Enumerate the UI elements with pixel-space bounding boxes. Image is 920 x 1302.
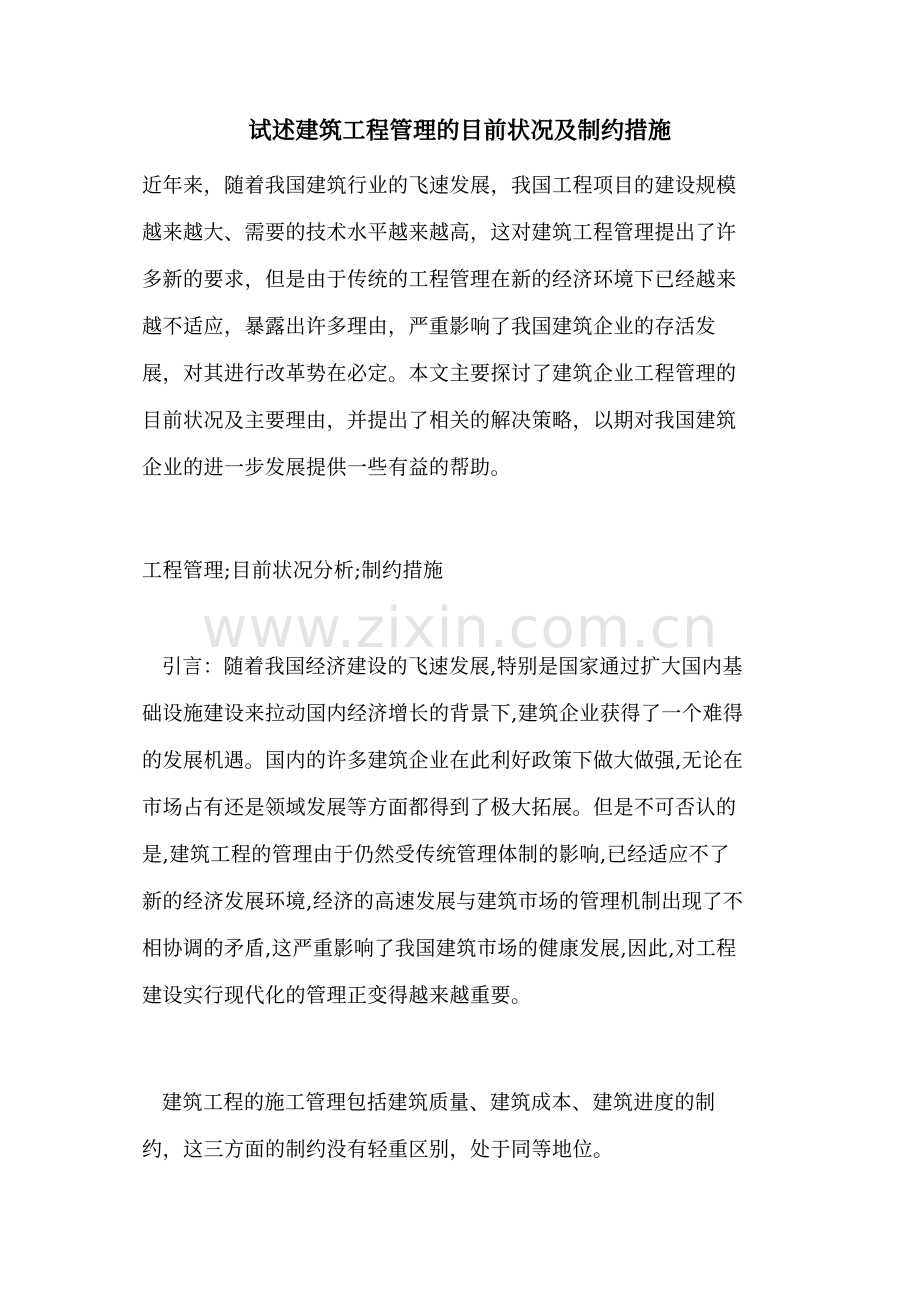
- intro-line: 础设施建设来拉动国内经济增长的背景下,建筑企业获得了一个难得: [142, 701, 744, 725]
- abstract-line: 企业的进一步发展提供一些有益的帮助。: [142, 455, 511, 479]
- intro-line: 引言：随着我国经济建设的飞速发展,特别是国家通过扩大国内基: [162, 654, 743, 678]
- abstract-line: 越不适应，暴露出许多理由，严重影响了我国建筑企业的存活发: [142, 314, 716, 338]
- section-line: 约，这三方面的制约没有轻重区别，处于同等地位。: [142, 1137, 614, 1161]
- watermark: www.zixin.com.cn: [201, 596, 719, 661]
- intro-line: 是,建筑工程的管理由于仍然受传统管理体制的影响,已经适应不了: [142, 842, 730, 866]
- section-line: 建筑工程的施工管理包括建筑质量、建筑成本、建筑进度的制: [162, 1090, 716, 1114]
- document-title: 试述建筑工程管理的目前状况及制约措施: [248, 117, 672, 144]
- intro-line: 相协调的矛盾,这严重影响了我国建筑市场的健康发展,因此,对工程: [142, 936, 737, 960]
- abstract-line: 目前状况及主要理由，并提出了相关的解决策略，以期对我国建筑: [142, 408, 737, 432]
- keywords: 工程管理;目前状况分析;制约措施: [142, 558, 444, 582]
- intro-line: 的发展机遇。国内的许多建筑企业在此利好政策下做大做强,无论在: [142, 748, 744, 772]
- abstract-line: 展，对其进行改革势在必定。本文主要探讨了建筑企业工程管理的: [142, 361, 737, 385]
- abstract-line: 越来越大、需要的技术水平越来越高，这对建筑工程管理提出了许: [142, 220, 737, 244]
- intro-line: 建设实行现代化的管理正变得越来越重要。: [142, 983, 532, 1007]
- intro-line: 新的经济发展环境,经济的高速发展与建筑市场的管理机制出现了不: [142, 889, 744, 913]
- abstract-line: 多新的要求，但是由于传统的工程管理在新的经济环境下已经越来: [142, 267, 737, 291]
- intro-line: 市场占有还是领域发展等方面都得到了极大拓展。但是不可否认的: [142, 795, 737, 819]
- abstract-line: 近年来，随着我国建筑行业的飞速发展，我国工程项目的建设规模: [142, 173, 737, 197]
